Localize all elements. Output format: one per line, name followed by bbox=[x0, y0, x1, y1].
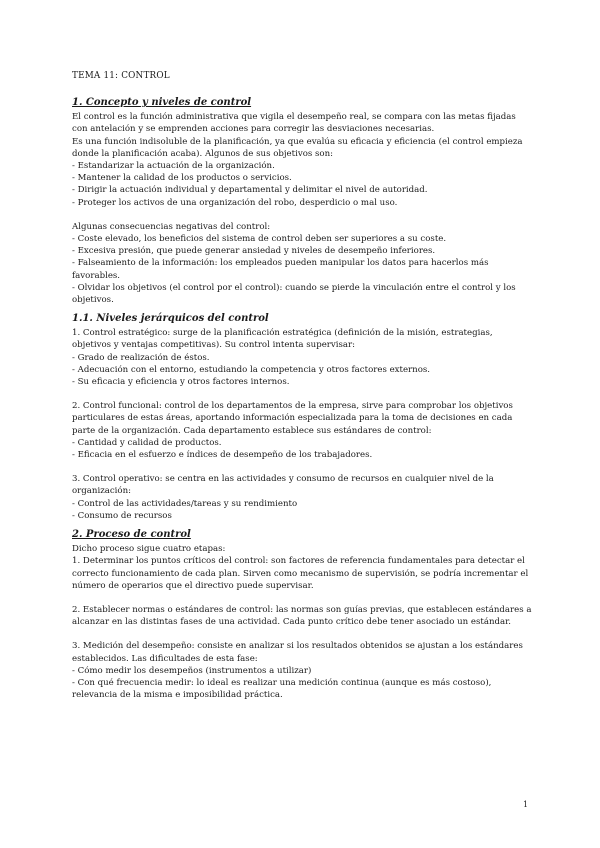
paragraph: 3. Control operativo: se centra en las actividades y consumo de recursos en cualquier nivel de la organización: bbox=[72, 474, 494, 497]
paragraph: El control es la función administrativa que vigila el desempeño real, se compara con las metas fijadas con antelación y se emprenden acciones para corregir las desviaciones necesarias. bbox=[72, 112, 516, 135]
document-title: TEMA 11: CONTROL bbox=[72, 71, 170, 81]
paragraph: Algunas consecuencias negativas del control: bbox=[72, 221, 271, 232]
paragraph: 2. Control funcional: control de los departamentos de la empresa, sirve para comprobar los objetivos particulares de estas áreas, aportando información especializada para la toma de decisiones en cada parte de la organización. Cada departamento establece sus estándares de control: bbox=[72, 401, 513, 436]
list-item: - Su eficacia y eficiencia y otros factores internos. bbox=[72, 377, 290, 388]
list-item: - Excesiva presión, que puede generar ansiedad y niveles de desempeño inferiores. bbox=[72, 246, 436, 257]
section-1-1-heading: 1.1. Niveles jerárquicos del control bbox=[72, 313, 269, 325]
list-item: - Dirigir la actuación individual y departamental y delimitar el nivel de autoridad. bbox=[72, 185, 428, 196]
list-item: - Olvidar los objetivos (el control por el control): cuando se pierde la vinculación entre el control y los objetivos. bbox=[72, 282, 516, 306]
section-2-heading: 2. Proceso de control bbox=[72, 529, 191, 541]
list-item: - Cantidad y calidad de productos. bbox=[72, 437, 222, 448]
document-page bbox=[72, 70, 532, 701]
list-item: - Adecuación con el entorno, estudiando la competencia y otros factores externos. bbox=[72, 364, 431, 375]
paragraph: 2. Establecer normas o estándares de control: las normas son guías previas, que establecen estándares a alcanzar en las distintas fases de una actividad. Cada punto crítico debe tener asociado un estándar. bbox=[72, 604, 532, 628]
paragraph: 1. Control estratégico: surge de la planificación estratégica (definición de la misión, estrategias, objetivos y ventajas competitivas). Su control intenta supervisar: bbox=[72, 328, 493, 351]
list-item: - Control de las actividades/tareas y su rendimiento bbox=[72, 498, 298, 509]
section-1-heading: 1. Concepto y niveles de control bbox=[72, 97, 252, 109]
paragraph: 3. Medición del desempeño: consiste en analizar si los resultados obtenidos se ajustan a los estándares establecidos. Las dificultades de esta fase: bbox=[72, 641, 523, 664]
paragraph: 1. Determinar los puntos críticos del control: son factores de referencia fundamentales para detectar el correcto funcionamiento de cada plan. Sirven como mecanismo de supervisión, se podría incrementar el número de operarios que el directivo puede supervisar. bbox=[72, 556, 529, 591]
list-item: - Con qué frecuencia medir: lo ideal es realizar una medición continua (aunque es más costoso), relevancia de la misma e imposibilidad práctica. bbox=[72, 677, 492, 701]
list-item: - Consumo de recursos bbox=[72, 510, 172, 521]
page-number: 1 bbox=[523, 800, 529, 809]
list-item: - Proteger los activos de una organización del robo, desperdicio o mal uso. bbox=[72, 197, 398, 208]
list-item: - Mantener la calidad de los productos o servicios. bbox=[72, 173, 292, 184]
list-item: - Coste elevado, los beneficios del sistema de control deben ser superiores a su coste. bbox=[72, 234, 447, 245]
list-item: - Eficacia en el esfuerzo e índices de desempeño de los trabajadores. bbox=[72, 450, 373, 461]
paragraph: Es una función indisoluble de la planificación, ya que evalúa su eficacia y eficiencia (el control empieza donde la planificación acaba). Algunos de sus objetivos son: bbox=[72, 136, 523, 159]
paragraph: Dicho proceso sigue cuatro etapas: bbox=[72, 544, 226, 555]
list-item: - Grado de realización de éstos. bbox=[72, 352, 210, 363]
list-item: - Cómo medir los desempeños (instrumentos a utilizar) bbox=[72, 665, 312, 676]
list-item: - Falseamiento de la información: los empleados pueden manipular los datos para hacerlos más favorables. bbox=[72, 258, 489, 281]
list-item: - Estandarizar la actuación de la organización. bbox=[72, 161, 275, 172]
